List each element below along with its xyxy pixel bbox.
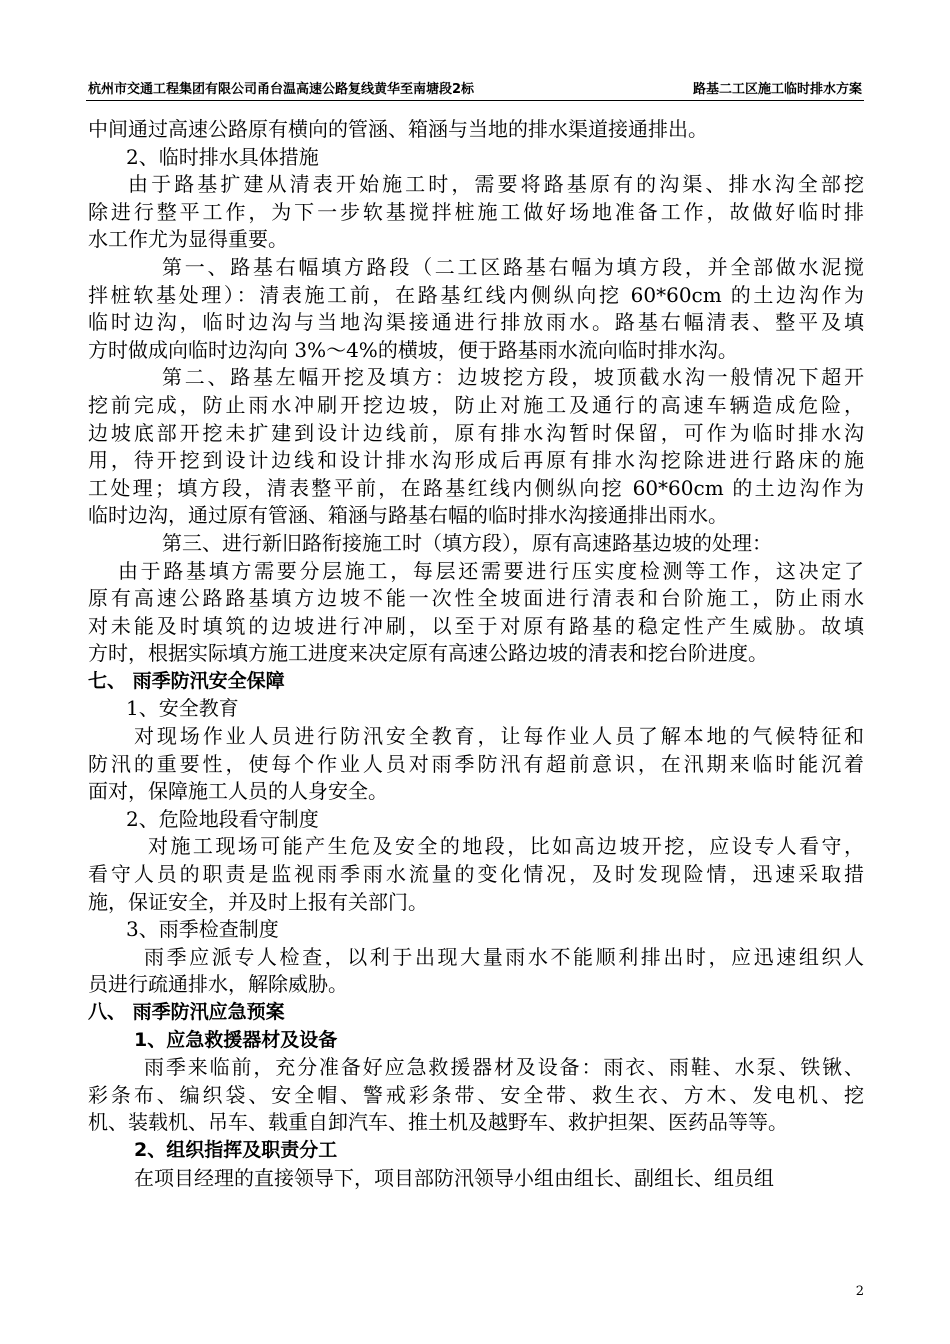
paragraph-line: 看守人员的职责是监视雨季雨水流量的变化情况，及时发现险情，迅速采取措 xyxy=(88,862,864,887)
paragraph-line: 第三、进行新旧路衔接施工时（填方段），原有高速路基边坡的处理： xyxy=(162,530,772,555)
header-rule xyxy=(86,100,864,101)
paragraph-line: 原有高速公路路基填方边坡不能一次性全坡面进行清表和台阶施工，防止雨水 xyxy=(88,586,864,611)
paragraph-line: 水工作尤为显得重要。 xyxy=(88,227,288,252)
paragraph-line: 临时边沟，通过原有管涵、箱涵与路基右幅的临时排水沟接通排出雨水。 xyxy=(88,503,728,528)
subheading-line: 2、临时排水具体措施 xyxy=(126,144,319,169)
paragraph-line: 边坡底部开挖未扩建到设计边线前，原有排水沟暂时保留，可作为临时排水沟 xyxy=(88,420,864,445)
paragraph-line: 除进行整平工作，为下一步软基搅拌桩施工做好场地准备工作，故做好临时排 xyxy=(88,199,864,224)
paragraph-line: 雨季应派专人检查，以利于出现大量雨水不能顺利排出时，应迅速组织人 xyxy=(144,944,864,969)
document-body xyxy=(88,116,864,1192)
paragraph-line: 第二、路基左幅开挖及填方：边坡挖方段，坡顶截水沟一般情况下超开 xyxy=(162,365,864,390)
subheading-bold: 2、组织指挥及职责分工 xyxy=(134,1138,338,1161)
subheading-line: 1、安全教育 xyxy=(126,696,239,721)
paragraph-line: 临时边沟，临时边沟与当地沟渠接通进行排放雨水。路基右幅清表、整平及填 xyxy=(88,310,864,335)
paragraph-line: 用，待开挖到设计边线和设计排水沟形成后再原有排水沟挖除进进行路床的施 xyxy=(88,448,864,473)
paragraph-line: 在项目经理的直接领导下，项目部防汛领导小组由组长、副组长、组员组 xyxy=(134,1165,774,1190)
header-company: 杭州市交通工程集团有限公司甬台温高速公路复线黄华至南塘段2标 xyxy=(88,82,475,97)
paragraph-line: 方时做成向临时边沟向 3%～4%的横坡，便于路基雨水流向临时排水沟。 xyxy=(88,337,738,362)
page-number: 2 xyxy=(855,1284,864,1299)
paragraph-line: 中间通过高速公路原有横向的管涵、箱涵与当地的排水渠道接通排出。 xyxy=(88,117,708,141)
paragraph-line: 方时，根据实际填方施工进度来决定原有高速公路边坡的清表和挖台阶进度。 xyxy=(88,641,768,666)
paragraph-line: 施，保证安全，并及时上报有关部门。 xyxy=(88,889,428,914)
subheading-line: 3、雨季检查制度 xyxy=(126,917,279,942)
paragraph-line: 由于路基扩建从清表开始施工时，需要将路基原有的沟渠、排水沟全部挖 xyxy=(128,172,864,197)
section-heading: 七、 雨季防汛安全保障 xyxy=(88,669,285,692)
paragraph-line: 对未能及时填筑的边坡进行冲刷，以至于对原有路基的稳定性产生威胁。故填 xyxy=(88,613,864,638)
paragraph-line: 拌桩软基处理）：清表施工前，在路基红线内侧纵向挖 60*60cm 的土边沟作为 xyxy=(88,282,864,307)
paragraph-line: 彩条布、编织袋、安全帽、警戒彩条带、安全带、救生衣、方木、发电机、挖 xyxy=(88,1082,864,1107)
page-header xyxy=(88,78,862,98)
paragraph-line: 挖前完成，防止雨水冲刷开挖边坡，防止对施工及通行的高速车辆造成危险， xyxy=(88,392,864,417)
section-heading: 八、 雨季防汛应急预案 xyxy=(88,1001,285,1023)
paragraph-line: 机、装载机、吊车、载重自卸汽车、推土机及越野车、救护担架、医药品等等。 xyxy=(88,1110,788,1135)
paragraph-line: 由于路基填方需要分层施工，每层还需要进行压实度检测等工作，这决定了 xyxy=(118,558,864,583)
paragraph-line: 对现场作业人员进行防汛安全教育，让每作业人员了解本地的气候特征和 xyxy=(134,724,864,749)
subheading-line: 2、危险地段看守制度 xyxy=(126,806,319,831)
paragraph-line: 对施工现场可能产生危及安全的地段，比如高边坡开挖，应设专人看守， xyxy=(148,834,864,859)
paragraph-line: 工处理；填方段，清表整平前，在路基红线内侧纵向挖 60*60cm 的土边沟作为 xyxy=(88,475,864,500)
paragraph-line: 雨季来临前，充分准备好应急救援器材及设备：雨衣、雨鞋、水泵、铁锹、 xyxy=(144,1055,864,1080)
paragraph-line: 防汛的重要性，使每个作业人员对雨季防汛有超前意识，在汛期来临时能沉着 xyxy=(88,751,864,776)
paragraph-line: 面对，保障施工人员的人身安全。 xyxy=(88,779,388,804)
paragraph-line: 第一、路基右幅填方路段（二工区路基右幅为填方段，并全部做水泥搅 xyxy=(162,254,864,279)
header-title: 路基二工区施工临时排水方案 xyxy=(692,82,862,97)
paragraph-line: 员进行疏通排水，解除威胁。 xyxy=(88,972,348,997)
subheading-bold: 1、应急救援器材及设备 xyxy=(134,1028,338,1051)
